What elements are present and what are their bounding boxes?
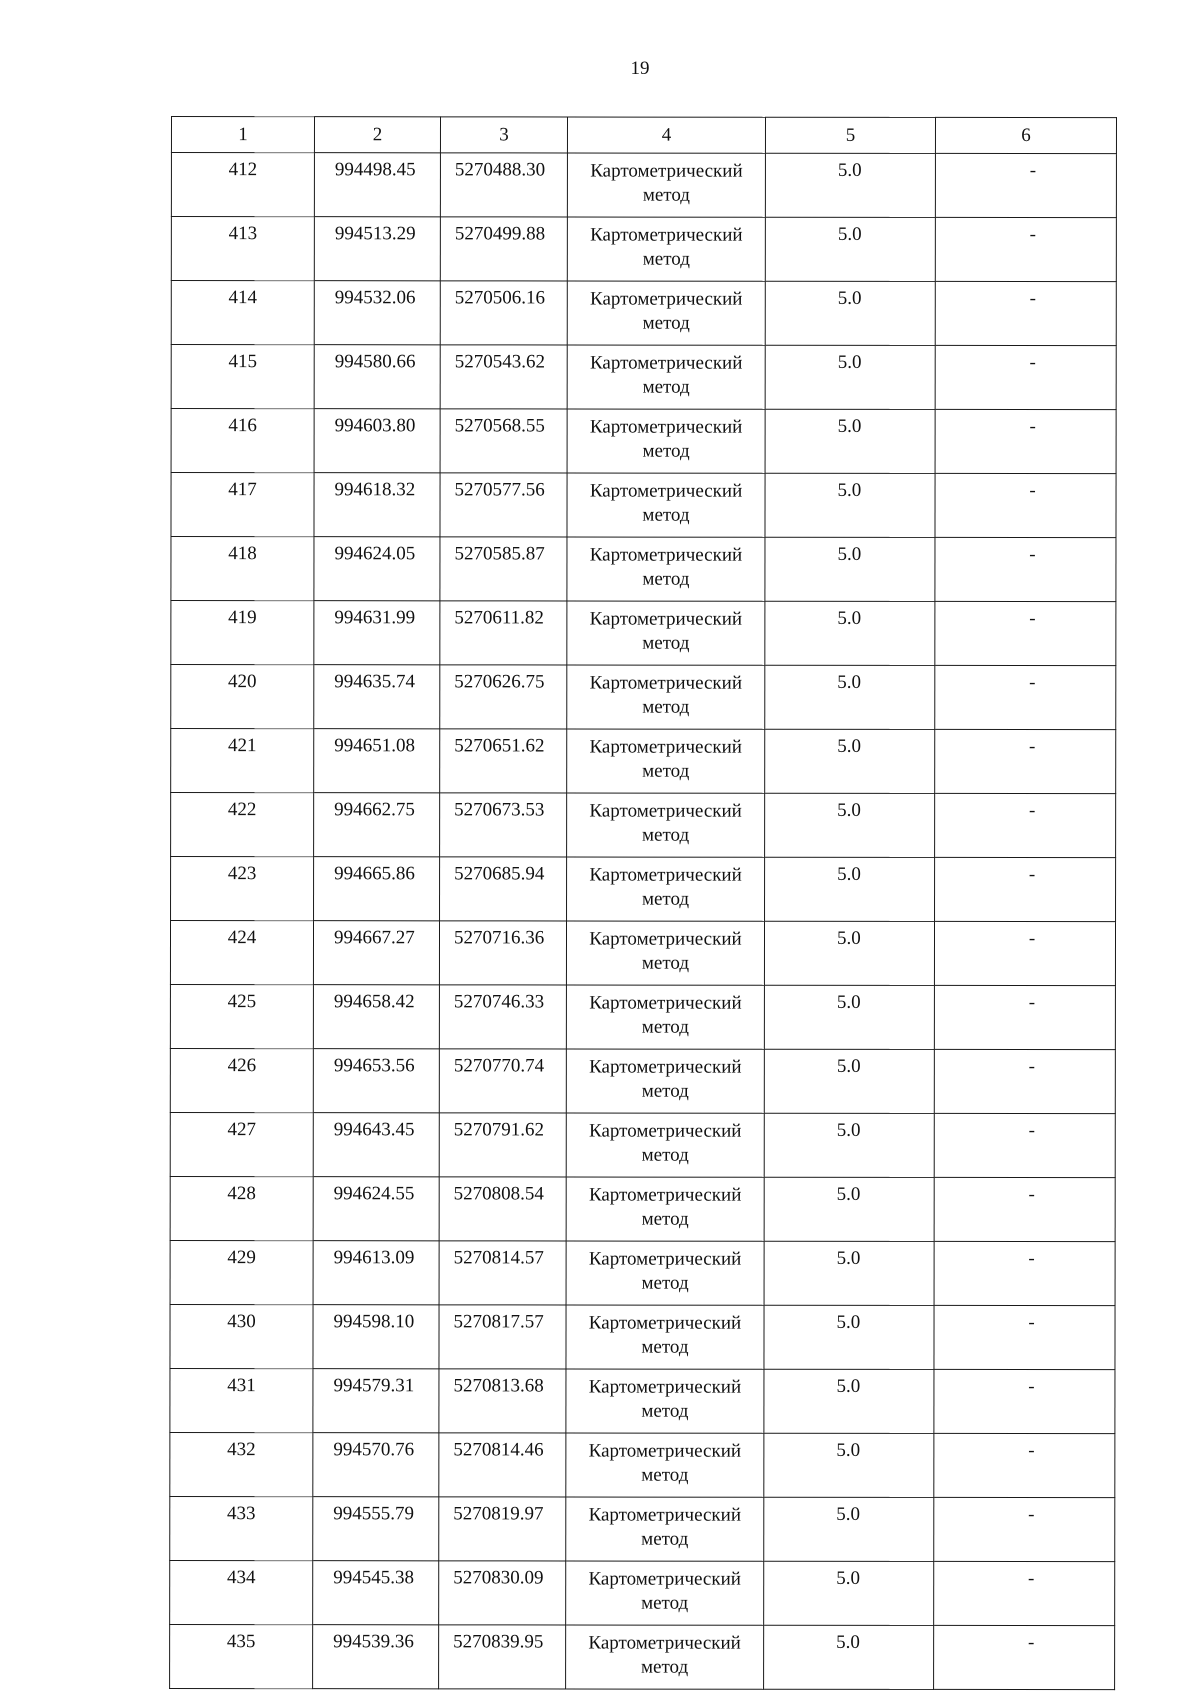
method-line-2: метод <box>641 1464 689 1486</box>
y-coordinate-cell: 5270506.16 <box>440 281 567 345</box>
accuracy-cell: 5.0 <box>764 1113 934 1177</box>
y-coordinate-cell: 5270499.88 <box>440 217 567 281</box>
extra-cell: - <box>935 793 1116 857</box>
coordinates-table-container <box>169 116 1116 1690</box>
method-line-2: метод <box>641 1080 689 1102</box>
method-line-2: метод <box>642 504 690 526</box>
method-line-2: метод <box>641 1656 689 1678</box>
table-row <box>171 217 1116 282</box>
method-cell <box>566 1625 764 1689</box>
method-cell <box>567 473 765 537</box>
point-number-cell: 421 <box>171 729 314 793</box>
method-line-2: метод <box>642 760 690 782</box>
method-line-2: метод <box>642 568 690 590</box>
y-coordinate-cell: 5270585.87 <box>440 537 567 601</box>
y-coordinate-cell: 5270626.75 <box>440 665 567 729</box>
y-coordinate-cell: 5270568.55 <box>440 409 567 473</box>
extra-cell: - <box>935 729 1116 793</box>
extra-cell: - <box>934 1433 1115 1497</box>
point-number-cell: 427 <box>170 1112 313 1176</box>
method-line-1: Картометрический <box>588 1248 742 1270</box>
method-line-2: метод <box>641 1528 689 1550</box>
method-line-2: метод <box>642 440 690 462</box>
column-header-4: 4 <box>567 117 765 153</box>
accuracy-cell: 5.0 <box>764 1049 934 1113</box>
extra-cell: - <box>935 601 1116 665</box>
point-number-cell: 430 <box>170 1304 313 1368</box>
x-coordinate-cell: 994613.09 <box>313 1241 439 1305</box>
method-line-1: Картометрический <box>588 1504 742 1526</box>
accuracy-cell: 5.0 <box>765 473 935 537</box>
method-cell <box>566 1369 764 1433</box>
point-number-cell: 419 <box>171 601 314 665</box>
y-coordinate-cell: 5270770.74 <box>439 1049 566 1113</box>
point-number-cell: 434 <box>170 1560 313 1624</box>
method-cell <box>567 537 765 601</box>
method-cell <box>567 153 765 217</box>
y-coordinate-cell: 5270611.82 <box>440 601 567 665</box>
method-line-1: Картометрический <box>589 352 743 374</box>
table-row <box>171 281 1116 346</box>
method-line-1: Картометрический <box>588 1312 742 1334</box>
method-line-1: Картометрический <box>589 544 743 566</box>
extra-cell: - <box>935 217 1116 281</box>
extra-cell: - <box>934 1049 1115 1113</box>
table-row <box>171 857 1116 922</box>
method-line-2: метод <box>642 312 690 334</box>
table-row <box>171 153 1116 218</box>
accuracy-cell: 5.0 <box>765 793 935 857</box>
method-cell <box>566 1497 764 1561</box>
y-coordinate-cell: 5270791.62 <box>439 1113 566 1177</box>
x-coordinate-cell: 994498.45 <box>314 153 440 217</box>
column-header-3: 3 <box>440 117 567 153</box>
method-line-1: Картометрический <box>589 864 742 886</box>
point-number-cell: 435 <box>170 1624 313 1688</box>
x-coordinate-cell: 994570.76 <box>313 1433 439 1497</box>
point-number-cell: 413 <box>171 217 314 281</box>
method-line-1: Картометрический <box>589 736 742 758</box>
point-number-cell: 432 <box>170 1432 313 1496</box>
x-coordinate-cell: 994513.29 <box>314 217 440 281</box>
y-coordinate-cell: 5270839.95 <box>439 1625 566 1689</box>
x-coordinate-cell: 994532.06 <box>314 281 440 345</box>
extra-cell: - <box>934 1625 1115 1689</box>
method-cell <box>567 601 765 665</box>
y-coordinate-cell: 5270746.33 <box>439 985 566 1049</box>
y-coordinate-cell: 5270817.57 <box>439 1305 566 1369</box>
method-line-2: метод <box>642 248 690 270</box>
table-row <box>171 665 1116 730</box>
method-cell <box>566 1113 764 1177</box>
method-line-2: метод <box>642 184 690 206</box>
method-cell <box>567 345 765 409</box>
method-cell <box>567 857 765 921</box>
y-coordinate-cell: 5270577.56 <box>440 473 567 537</box>
accuracy-cell: 5.0 <box>764 1177 934 1241</box>
method-line-1: Картометрический <box>589 1056 742 1078</box>
method-line-1: Картометрический <box>589 672 743 694</box>
x-coordinate-cell: 994662.75 <box>314 793 440 857</box>
method-line-2: метод <box>641 1400 689 1422</box>
method-line-2: метод <box>641 1144 689 1166</box>
accuracy-cell: 5.0 <box>765 409 935 473</box>
accuracy-cell: 5.0 <box>764 1561 934 1625</box>
table-row <box>170 1048 1115 1113</box>
table-row <box>170 1496 1115 1561</box>
method-line-1: Картометрический <box>588 1376 742 1398</box>
method-line-2: метод <box>641 1272 689 1294</box>
column-header-2: 2 <box>314 117 440 153</box>
point-number-cell: 425 <box>170 984 313 1048</box>
column-header-6: 6 <box>935 117 1116 153</box>
table-row <box>170 1432 1115 1497</box>
method-line-2: метод <box>641 1336 689 1358</box>
y-coordinate-cell: 5270814.57 <box>439 1241 566 1305</box>
point-number-cell: 426 <box>170 1048 313 1112</box>
extra-cell: - <box>934 1305 1115 1369</box>
method-line-2: метод <box>641 952 690 974</box>
x-coordinate-cell: 994665.86 <box>314 857 440 921</box>
method-cell <box>567 281 765 345</box>
method-line-2: метод <box>642 824 690 846</box>
table-row <box>171 601 1116 666</box>
accuracy-cell: 5.0 <box>765 345 935 409</box>
table-row <box>170 1304 1115 1369</box>
y-coordinate-cell: 5270819.97 <box>439 1497 566 1561</box>
table-row <box>170 984 1115 1049</box>
point-number-cell: 423 <box>171 857 314 921</box>
extra-cell: - <box>934 1113 1115 1177</box>
x-coordinate-cell: 994555.79 <box>313 1497 439 1561</box>
extra-cell: - <box>935 473 1116 537</box>
extra-cell: - <box>934 1497 1115 1561</box>
method-cell <box>567 217 765 281</box>
method-line-2: метод <box>642 632 690 654</box>
accuracy-cell: 5.0 <box>764 1625 934 1689</box>
table-row <box>171 729 1116 794</box>
x-coordinate-cell: 994618.32 <box>314 473 440 537</box>
x-coordinate-cell: 994603.80 <box>314 409 440 473</box>
table-row <box>170 1240 1115 1305</box>
x-coordinate-cell: 994539.36 <box>313 1625 439 1689</box>
x-coordinate-cell: 994624.05 <box>314 537 440 601</box>
x-coordinate-cell: 994667.27 <box>313 921 439 985</box>
point-number-cell: 412 <box>171 153 314 217</box>
table-row <box>170 1176 1115 1241</box>
y-coordinate-cell: 5270673.53 <box>440 793 567 857</box>
column-header-1: 1 <box>171 117 314 153</box>
coordinates-table <box>169 116 1117 1690</box>
point-number-cell: 417 <box>171 473 314 537</box>
x-coordinate-cell: 994579.31 <box>313 1369 439 1433</box>
method-cell <box>566 1561 764 1625</box>
method-line-1: Картометрический <box>590 224 743 246</box>
method-cell <box>566 1433 764 1497</box>
table-row <box>170 921 1115 986</box>
method-line-1: Картометрический <box>589 800 742 822</box>
extra-cell: - <box>935 281 1116 345</box>
accuracy-cell: 5.0 <box>764 921 934 985</box>
method-cell <box>567 729 765 793</box>
point-number-cell: 424 <box>170 921 313 985</box>
method-cell <box>566 921 764 985</box>
y-coordinate-cell: 5270830.09 <box>439 1561 566 1625</box>
method-cell <box>566 1305 764 1369</box>
point-number-cell: 433 <box>170 1496 313 1560</box>
accuracy-cell: 5.0 <box>765 601 935 665</box>
table-row <box>170 1624 1115 1689</box>
method-line-1: Картометрический <box>590 160 743 182</box>
x-coordinate-cell: 994651.08 <box>314 729 440 793</box>
point-number-cell: 431 <box>170 1368 313 1432</box>
accuracy-cell: 5.0 <box>765 857 935 921</box>
accuracy-cell: 5.0 <box>765 665 935 729</box>
point-number-cell: 416 <box>171 409 314 473</box>
method-line-2: метод <box>642 696 690 718</box>
extra-cell: - <box>935 345 1116 409</box>
accuracy-cell: 5.0 <box>764 985 934 1049</box>
extra-cell: - <box>934 921 1115 985</box>
y-coordinate-cell: 5270651.62 <box>440 729 567 793</box>
point-number-cell: 420 <box>171 665 314 729</box>
y-coordinate-cell: 5270813.68 <box>439 1369 566 1433</box>
method-cell <box>567 793 765 857</box>
x-coordinate-cell: 994631.99 <box>314 601 440 665</box>
column-header-5: 5 <box>765 117 935 153</box>
method-cell <box>567 665 765 729</box>
x-coordinate-cell: 994658.42 <box>313 985 439 1049</box>
method-cell <box>566 985 764 1049</box>
accuracy-cell: 5.0 <box>765 729 935 793</box>
accuracy-cell: 5.0 <box>764 1497 934 1561</box>
method-line-1: Картометрический <box>589 608 743 630</box>
method-cell <box>566 1177 764 1241</box>
y-coordinate-cell: 5270716.36 <box>439 921 566 985</box>
accuracy-cell: 5.0 <box>765 281 935 345</box>
table-row <box>171 537 1116 602</box>
y-coordinate-cell: 5270543.62 <box>440 345 567 409</box>
page-number: 19 <box>630 58 650 79</box>
accuracy-cell: 5.0 <box>764 1369 934 1433</box>
accuracy-cell: 5.0 <box>765 217 935 281</box>
method-line-1: Картометрический <box>589 416 743 438</box>
x-coordinate-cell: 994635.74 <box>314 665 440 729</box>
table-row <box>170 1368 1115 1433</box>
accuracy-cell: 5.0 <box>765 153 935 217</box>
point-number-cell: 415 <box>171 345 314 409</box>
x-coordinate-cell: 994545.38 <box>313 1561 439 1625</box>
method-line-1: Картометрический <box>589 928 742 950</box>
method-line-2: метод <box>641 1016 689 1038</box>
accuracy-cell: 5.0 <box>764 1241 934 1305</box>
extra-cell: - <box>935 537 1116 601</box>
table-row <box>171 409 1116 474</box>
method-line-1: Картометрический <box>589 992 742 1014</box>
method-cell <box>566 1241 764 1305</box>
extra-cell: - <box>935 409 1116 473</box>
extra-cell: - <box>934 1177 1115 1241</box>
y-coordinate-cell: 5270808.54 <box>439 1177 566 1241</box>
table-row <box>171 793 1116 858</box>
extra-cell: - <box>934 1561 1115 1625</box>
method-line-2: метод <box>641 888 690 910</box>
x-coordinate-cell: 994624.55 <box>313 1177 439 1241</box>
point-number-cell: 418 <box>171 537 314 601</box>
method-line-1: Картометрический <box>589 1120 742 1142</box>
method-line-2: метод <box>642 376 690 398</box>
table-row <box>170 1112 1115 1177</box>
extra-cell: - <box>934 1241 1115 1305</box>
point-number-cell: 422 <box>171 793 314 857</box>
method-line-1: Картометрический <box>590 288 743 310</box>
table-row <box>170 1560 1115 1625</box>
y-coordinate-cell: 5270814.46 <box>439 1433 566 1497</box>
point-number-cell: 429 <box>170 1240 313 1304</box>
method-line-1: Картометрический <box>588 1440 742 1462</box>
y-coordinate-cell: 5270685.94 <box>440 857 567 921</box>
accuracy-cell: 5.0 <box>765 537 935 601</box>
point-number-cell: 428 <box>170 1176 313 1240</box>
extra-cell: - <box>934 985 1115 1049</box>
y-coordinate-cell: 5270488.30 <box>440 153 567 217</box>
x-coordinate-cell: 994580.66 <box>314 345 440 409</box>
x-coordinate-cell: 994598.10 <box>313 1305 439 1369</box>
method-line-1: Картометрический <box>588 1184 742 1206</box>
extra-cell: - <box>935 857 1116 921</box>
method-line-2: метод <box>641 1592 689 1614</box>
method-cell <box>566 1049 764 1113</box>
point-number-cell: 414 <box>171 281 314 345</box>
x-coordinate-cell: 994643.45 <box>313 1113 439 1177</box>
table-row <box>171 345 1116 410</box>
method-line-1: Картометрический <box>588 1632 741 1654</box>
method-line-1: Картометрический <box>588 1568 741 1590</box>
extra-cell: - <box>935 153 1116 217</box>
extra-cell: - <box>935 665 1116 729</box>
method-line-2: метод <box>641 1208 689 1230</box>
table-body <box>170 153 1117 1690</box>
accuracy-cell: 5.0 <box>764 1305 934 1369</box>
accuracy-cell: 5.0 <box>764 1433 934 1497</box>
table-row <box>171 473 1116 538</box>
x-coordinate-cell: 994653.56 <box>313 1049 439 1113</box>
method-cell <box>567 409 765 473</box>
table-header-row <box>171 117 1116 154</box>
method-line-1: Картометрический <box>589 480 743 502</box>
extra-cell: - <box>934 1369 1115 1433</box>
